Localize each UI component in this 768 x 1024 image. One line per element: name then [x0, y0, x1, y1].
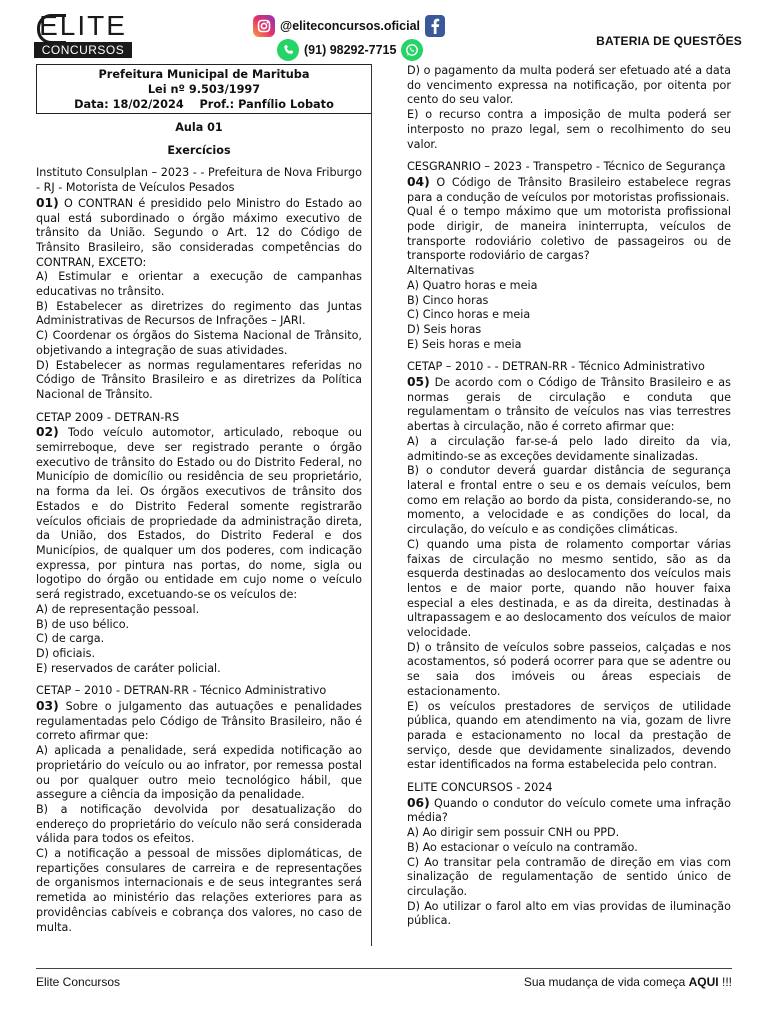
instagram-icon: [253, 15, 275, 37]
option: E) o recurso contra a imposição de multa poderá ser interposto no prazo legal, sem o recolhimento do seu valor.: [407, 108, 731, 151]
footer-slogan: [524, 975, 732, 989]
question-source: CETAP – 2010 - - DETRAN-RR - Técnico Administrativo: [407, 360, 705, 374]
question: [36, 684, 362, 935]
phone-row: [277, 39, 423, 61]
info-line-2: Lei nº 9.503/1997: [147, 83, 261, 96]
question-number: 05): [407, 375, 430, 390]
question-stem-continued: Qual é o tempo máximo que um motorista profissional pode dirigir, de maneira ininterrupta, veículos de transporte rodoviário coletivo de passageiros ou de transporte rodoviário de cargas?: [407, 205, 731, 263]
info-line-1: Prefeitura Municipal de Marituba: [98, 68, 310, 81]
question-source: Instituto Consulplan – 2023 - - Prefeitura de Nova Friburgo - RJ - Motorista de Veículos Pesados: [36, 166, 362, 195]
option: D) o trânsito de veículos sobre passeios, calçadas e nos acostamentos, só poderá ocorrer para que se adentre ou se saia dos imóveis ou áreas especiais de estacionamento.: [407, 640, 731, 698]
elite-concursos-logo: [34, 12, 132, 58]
question: [36, 411, 362, 677]
question-source: CETAP 2009 - DETRAN-RS: [36, 410, 180, 424]
footer-slogan-bold: AQUI: [688, 975, 719, 989]
facebook-icon: [425, 15, 445, 37]
question: [407, 781, 731, 929]
column-divider: [371, 64, 372, 946]
question-stem: 06) Quando o condutor do veículo comete uma infração média?: [407, 795, 731, 825]
footer-slogan-suffix: !!!: [721, 975, 732, 989]
option: A) a circulação far-se-á pelo lado direito da via, admitindo-se as exceções devidamente sinalizadas.: [407, 434, 731, 463]
question: [36, 166, 362, 402]
question-stem: 05) De acordo com o Código de Trânsito Brasileiro e as normas gerais de circulação e conduta que regulamentam o trânsito de veículos nas vias terrestres abertas à circulação, não é correto afirmar que:: [407, 375, 731, 434]
question-stem: 03) Sobre o julgamento das autuações e penalidades regulamentadas pelo Código de Trânsito Brasileiro, não é correto afirmar que:: [36, 699, 362, 743]
info-line-3: Data: 18/02/2024 Prof.: Panfílio Lobato: [74, 98, 334, 111]
question-source: CESGRANRIO – 2023 - Transpetro - Técnico de Segurança: [407, 160, 726, 174]
option: E) os veículos prestadores de serviços de utilidade pública, quando em atendimento na via, gozam de livre parada e estacionamento no local da prestação de serviço, desde que devidamente sinalizados, devendo estar identificados na forma estabelecida pelo contran.: [407, 699, 731, 772]
left-column: [36, 121, 362, 935]
instagram-row: [253, 15, 445, 37]
option: B) Cinco horas: [407, 293, 489, 307]
option: A) de representação pessoal.: [36, 602, 200, 616]
option: C) de carga.: [36, 632, 105, 646]
question: [407, 360, 731, 773]
phone-number: (91) 98292-7715: [304, 43, 397, 57]
option: A) aplicada a penalidade, será expedida notificação ao proprietário do veículo ou ao infrator, por remessa postal ou por qualquer outro meio tecnológico hábil, que assegure a ciência da imposição da penalidade.: [36, 744, 362, 802]
right-column: [407, 64, 731, 929]
option: C) Coordenar os órgãos do Sistema Nacional de Trânsito, objetivando a integração de suas atividades.: [36, 329, 362, 357]
lesson-title: Aula 01: [175, 121, 223, 134]
option: E) reservados de caráter policial.: [36, 661, 221, 675]
question-number: 01): [36, 195, 59, 210]
lesson-subtitle: Exercícios: [167, 143, 231, 157]
option: C) quando uma pista de rolamento comportar várias faixas de circulação no mesmo sentido, são as da esquerda destinadas ao deslocamento dos veículos mais lentos e de maior porte, quando não houver faixa especial a eles destinada, e as da direita, destinadas à ultrapassagem e ao deslocamento dos veículos de maior velocidade.: [407, 537, 731, 640]
logo-concursos-text: CONCURSOS: [34, 42, 132, 58]
logo-elite-text: ELITE: [34, 12, 132, 40]
option: B) a notificação devolvida por desatualização do endereço do proprietário do veículo não será considerada válida para todos os efeitos.: [36, 802, 362, 846]
question: [407, 160, 731, 352]
instagram-handle: @eliteconcursos.oficial: [280, 19, 421, 33]
option: B) de uso bélico.: [36, 617, 130, 631]
option: E) Seis horas e meia: [407, 337, 522, 351]
question-number: 03): [36, 699, 59, 714]
option: D) Ao utilizar o farol alto em vias providas de iluminação pública.: [407, 899, 731, 928]
phone-icon: [277, 39, 299, 61]
footer-slogan-prefix: Sua mudança de vida começa: [523, 975, 686, 989]
question-stem: 04) O Código de Trânsito Brasileiro estabelece regras para a condução de veículos por motoristas profissionais.: [407, 174, 731, 204]
question-source: ELITE CONCURSOS - 2024: [407, 781, 553, 795]
option: B) Ao estacionar o veículo na contramão.: [407, 840, 638, 854]
option: B) o condutor deverá guardar distância de segurança lateral e frontal entre o seu e os demais veículos, bem como em relação ao bordo da pista, considerando-se, no momento, a velocidade e as condições do local, da circulação, do veículo e as condições climáticas.: [407, 464, 731, 537]
option: A) Ao dirigir sem possuir CNH ou PPD.: [407, 826, 620, 840]
question-stem: 02) Todo veículo automotor, articulado, reboque ou semirreboque, deve ser registrado perante o órgão executivo de trânsito do Estado ou do Distrito Federal, no Município de domicílio ou residência de seu proprietário, na forma da lei. Os órgãos executivos de trânsito dos Estados e do Distrito Federal somente registrarão veículos oficiais de propriedade da administração direta, da União, dos Estados, do Distrito Federal e dos Municípios, de qualquer um dos poderes, com indicação expressa, por pintura nas portas, do nome, sigla ou logotipo do órgão ou entidade em cujo nome o veículo será registrado, excetuando-se os veículos de:: [36, 425, 362, 602]
footer-brand: Elite Concursos: [36, 975, 121, 989]
question-number: 06): [407, 795, 430, 810]
whatsapp-icon: [401, 39, 423, 61]
option: A) Estimular e orientar a execução de campanhas educativas no trânsito.: [36, 270, 362, 299]
option: D) oficiais.: [36, 646, 96, 660]
option: D) Estabelecer as normas regulamentares referidas no Código de Trânsito Brasileiro e as diretrizes da Política Nacional de Trânsito.: [36, 358, 362, 401]
option: C) a notificação a pessoal de missões diplomáticas, de repartições consulares de carreira e de representações de organismos internacionais e de seus integrantes será remetida ao ministério das relações exteriores para as providências cabíveis e cobrança dos valores, no caso de multa.: [36, 847, 362, 934]
alternatives-label: Alternativas: [407, 264, 475, 278]
question-number: 04): [407, 174, 430, 189]
option: C) Ao transitar pela contramão de direção em vias com sinalização de regulamentação de sentido único de circulação.: [407, 855, 731, 898]
option: A) Quatro horas e meia: [407, 278, 538, 292]
question-number: 02): [36, 425, 59, 440]
option: C) Cinco horas e meia: [407, 308, 531, 322]
option: D) Seis horas: [407, 322, 482, 336]
option: D) o pagamento da multa poderá ser efetuado até a data do vencimento expressa na notificação, por oitenta por cento do seu valor.: [407, 64, 731, 107]
course-info-box: [36, 64, 372, 114]
question-stem: 01) O CONTRAN é presidido pelo Ministro do Estado ao qual está subordinado o órgão máximo executivo de trânsito da União. Segundo o Art. 12 do Código de Trânsito Brasileiro, são consideradas competências do CONTRAN, EXCETO:: [36, 195, 362, 269]
section-label: BATERIA DE QUESTÕES: [596, 34, 742, 48]
option: B) Estabelecer as diretrizes do regimento das Juntas Administrativas de Recursos de Infrações – JARI.: [36, 299, 362, 328]
footer-divider: [36, 968, 732, 969]
question-source: CETAP – 2010 - DETRAN-RR - Técnico Administrativo: [36, 684, 327, 698]
